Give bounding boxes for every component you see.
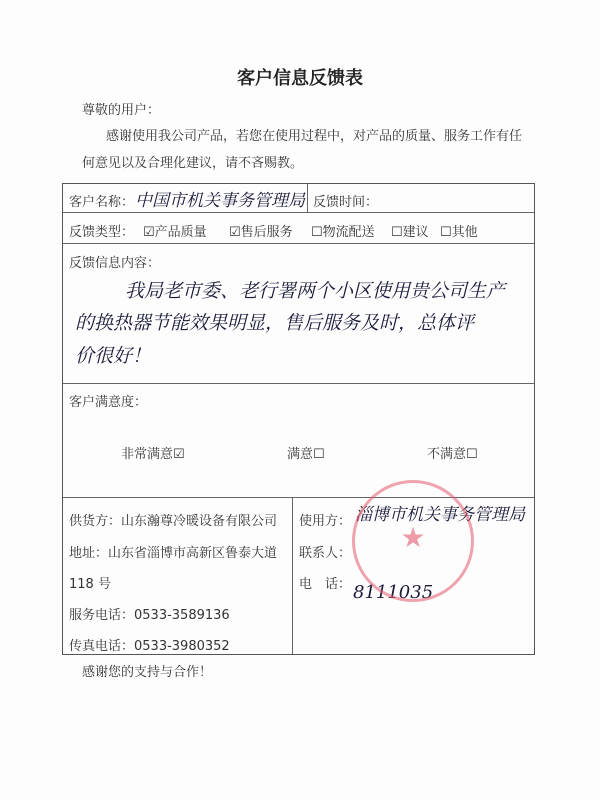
checkbox-icon[interactable]: ☐ bbox=[311, 225, 323, 240]
supplier-name: 供货方：山东瀚尊冷暖设备有限公司 bbox=[69, 514, 278, 529]
feedback-table bbox=[62, 183, 535, 655]
supplier-address: 118 号 bbox=[69, 577, 111, 592]
feedback-time-label: 反馈时间： bbox=[313, 195, 379, 210]
page-title: 客户信息反馈表 bbox=[237, 68, 363, 89]
checkbox-icon[interactable]: ☐ bbox=[313, 447, 325, 462]
supplier-address: 地址：山东省淄博市高新区鲁泰大道 bbox=[69, 546, 278, 561]
type-option-other[interactable]: ☐其他 bbox=[440, 225, 478, 240]
greeting: 尊敬的用户： bbox=[82, 103, 161, 118]
satisfaction-satisfied[interactable]: 满意☐ bbox=[287, 447, 325, 462]
checkbox-checked-icon[interactable]: ☑ bbox=[173, 447, 185, 462]
user-value[interactable]: 淄博市机关事务管理局 bbox=[355, 505, 525, 525]
checkbox-icon[interactable]: ☐ bbox=[391, 225, 403, 240]
phone-value[interactable]: 8111035 bbox=[353, 582, 434, 603]
checkbox-icon[interactable]: ☐ bbox=[440, 225, 452, 240]
type-option-suggestion[interactable]: ☐建议 bbox=[391, 225, 429, 240]
customer-name-value[interactable]: 中国市机关事务管理局 bbox=[135, 191, 305, 211]
user-label: 使用方： bbox=[299, 514, 352, 529]
content-text[interactable]: 我局老市委、老行署两个小区使用贵公司生产 bbox=[125, 280, 506, 302]
contact-label: 联系人： bbox=[299, 546, 352, 561]
satisfaction-very[interactable]: 非常满意☑ bbox=[121, 447, 185, 462]
content-text[interactable]: 价很好！ bbox=[75, 345, 152, 367]
intro-text: 感谢使用我公司产品，若您在使用过程中，对产品的质量、服务工作有任 bbox=[106, 129, 523, 144]
content-label: 反馈信息内容： bbox=[69, 256, 161, 271]
type-option-logistics[interactable]: ☐物流配送 bbox=[311, 225, 375, 240]
content-text[interactable]: 的换热器节能效果明显，售后服务及时，总体评 bbox=[75, 312, 475, 334]
footer-thanks: 感谢您的支持与合作！ bbox=[82, 665, 213, 680]
customer-name-label: 客户名称： bbox=[69, 195, 135, 210]
type-option-service[interactable]: ☑售后服务 bbox=[229, 225, 293, 240]
supplier-service-phone: 服务电话：0533-3589136 bbox=[69, 608, 230, 623]
checkbox-icon[interactable]: ☐ bbox=[466, 447, 478, 462]
satisfaction-unsatisfied[interactable]: 不满意☐ bbox=[427, 447, 478, 462]
feedback-type-label: 反馈类型： bbox=[69, 225, 135, 240]
type-option-quality[interactable]: ☑产品质量 bbox=[143, 225, 207, 240]
checkbox-checked-icon[interactable]: ☑ bbox=[229, 225, 241, 240]
supplier-fax: 传真电话：0533-3980352 bbox=[69, 639, 230, 654]
satisfaction-label: 客户满意度： bbox=[69, 395, 148, 410]
seal-stamp-icon: ★ bbox=[352, 480, 474, 602]
checkbox-checked-icon[interactable]: ☑ bbox=[143, 225, 155, 240]
phone-label: 电 话： bbox=[299, 577, 352, 592]
intro-text: 何意见以及合理化建议，请不吝赐教。 bbox=[82, 156, 304, 171]
